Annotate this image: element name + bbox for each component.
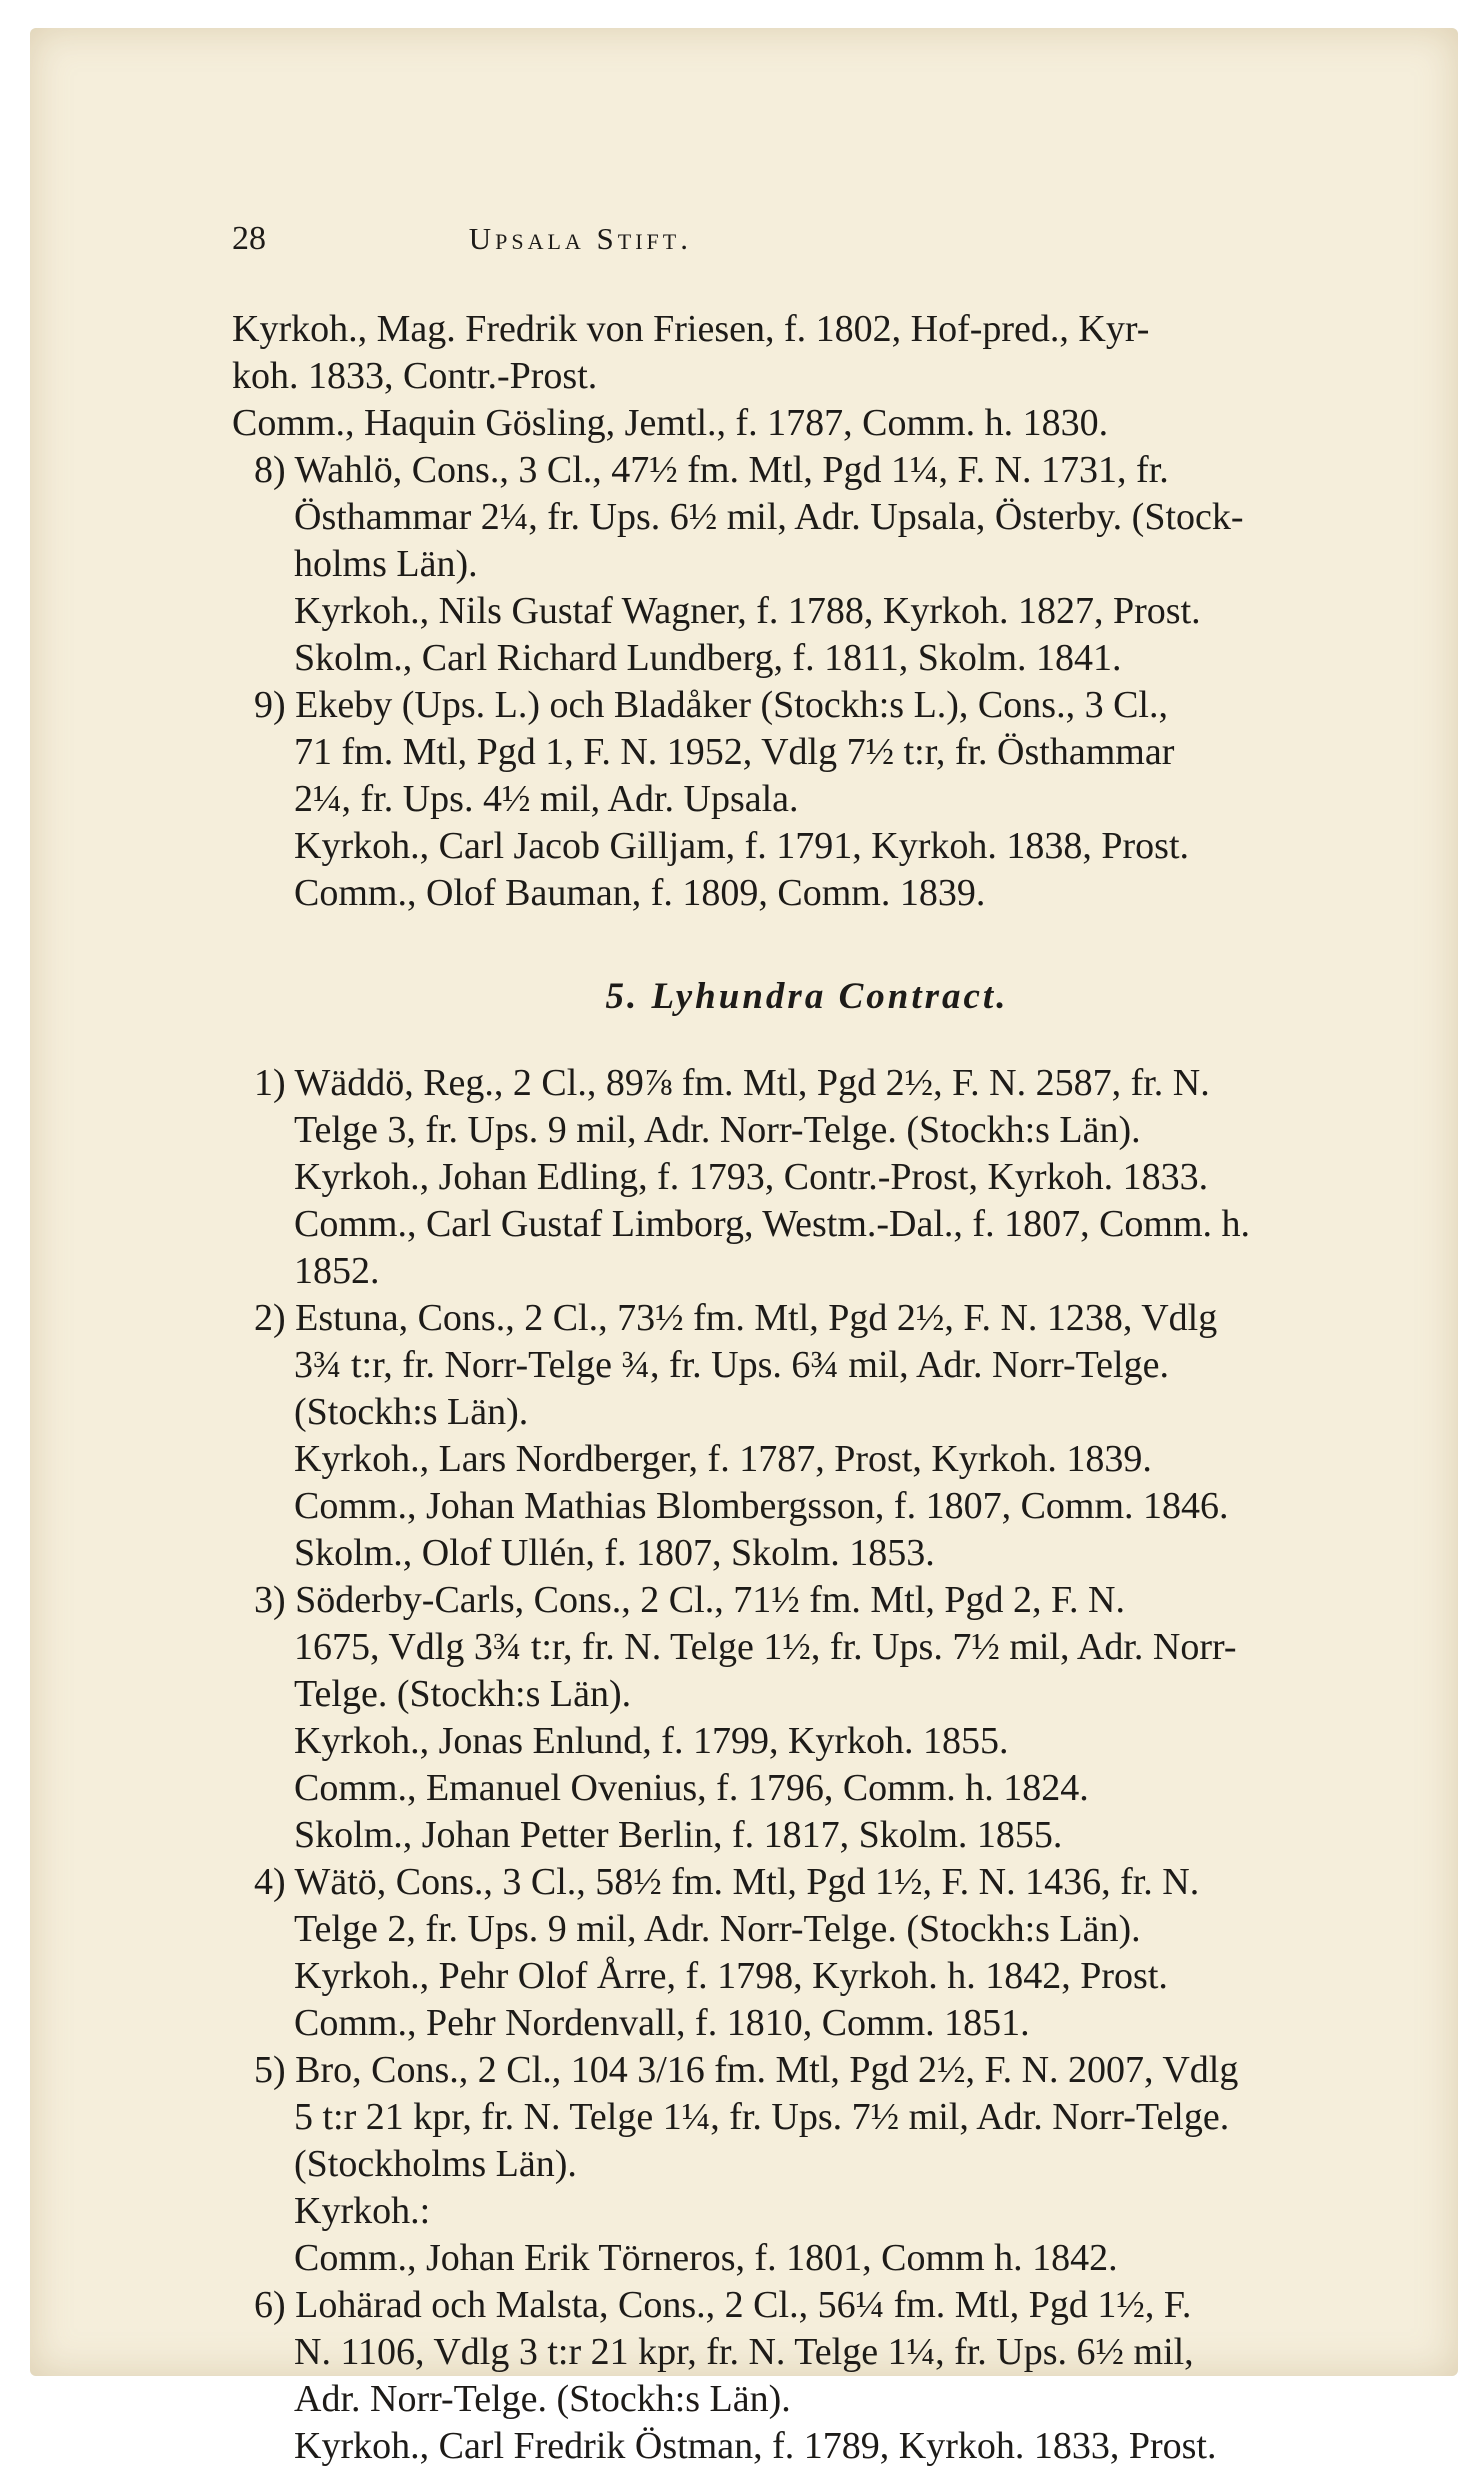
text-line: Telge. (Stockh:s Län). bbox=[294, 1673, 632, 1715]
text-line: Kyrkoh., Johan Edling, f. 1793, Contr.-Prost, Kyrkoh. 1833. bbox=[294, 1156, 1209, 1198]
text-line: Kyrkoh., Carl Jacob Gilljam, f. 1791, Kyrkoh. 1838, Prost. bbox=[294, 825, 1190, 867]
body-text bbox=[232, 306, 1432, 2470]
text-line: N. 1106, Vdlg 3 t:r 21 kpr, fr. N. Telge 1¼, fr. Ups. 6½ mil, bbox=[294, 2331, 1194, 2373]
entry bbox=[232, 1859, 1432, 2047]
entry bbox=[232, 2282, 1432, 2470]
text-line: 3¾ t:r, fr. Norr-Telge ¾, fr. Ups. 6¾ mil, Adr. Norr-Telge. bbox=[294, 1344, 1169, 1386]
text-line: 5) Bro, Cons., 2 Cl., 104 3/16 fm. Mtl, Pgd 2½, F. N. 2007, Vdlg bbox=[254, 2049, 1239, 2091]
text-line: Östhammar 2¼, fr. Ups. 6½ mil, Adr. Upsala, Österby. (Stock- bbox=[294, 496, 1244, 538]
page-number: 28 bbox=[232, 220, 266, 257]
text-line: 9) Ekeby (Ups. L.) och Bladåker (Stockh:s L.), Cons., 3 Cl., bbox=[254, 684, 1168, 726]
text-line: (Stockholms Län). bbox=[294, 2143, 577, 2185]
text-line: Comm., Johan Mathias Blombergsson, f. 1807, Comm. 1846. bbox=[294, 1485, 1229, 1527]
text-line: Telge 2, fr. Ups. 9 mil, Adr. Norr-Telge. (Stockh:s Län). bbox=[294, 1908, 1141, 1950]
text-line: Kyrkoh., Nils Gustaf Wagner, f. 1788, Kyrkoh. 1827, Prost. bbox=[294, 590, 1201, 632]
entry bbox=[232, 682, 1432, 917]
text-line: Kyrkoh., Mag. Fredrik von Friesen, f. 1802, Hof-pred., Kyr- bbox=[232, 308, 1150, 350]
text-line: Comm., Carl Gustaf Limborg, Westm.-Dal., f. 1807, Comm. h. bbox=[294, 1203, 1251, 1245]
text-line: Skolm., Carl Richard Lundberg, f. 1811, Skolm. 1841. bbox=[294, 637, 1122, 679]
text-line: koh. 1833, Contr.-Prost. bbox=[232, 355, 598, 397]
text-line: (Stockh:s Län). bbox=[294, 1391, 529, 1433]
text-line: Comm., Olof Bauman, f. 1809, Comm. 1839. bbox=[294, 872, 986, 914]
text-line: 4) Wätö, Cons., 3 Cl., 58½ fm. Mtl, Pgd 1½, F. N. 1436, fr. N. bbox=[254, 1861, 1200, 1903]
text-line: Kyrkoh., Lars Nordberger, f. 1787, Prost, Kyrkoh. 1839. bbox=[294, 1438, 1152, 1480]
text-line: Comm., Emanuel Ovenius, f. 1796, Comm. h. 1824. bbox=[294, 1767, 1089, 1809]
text-line: Kyrkoh., Carl Fredrik Östman, f. 1789, Kyrkoh. 1833, Prost. bbox=[294, 2425, 1217, 2467]
text-line: 3) Söderby-Carls, Cons., 2 Cl., 71½ fm. Mtl, Pgd 2, F. N. bbox=[254, 1579, 1125, 1621]
entry bbox=[232, 2047, 1432, 2282]
text-line: Kyrkoh., Jonas Enlund, f. 1799, Kyrkoh. 1855. bbox=[294, 1720, 1009, 1762]
text-line: 5 t:r 21 kpr, fr. N. Telge 1¼, fr. Ups. 7½ mil, Adr. Norr-Telge. bbox=[294, 2096, 1230, 2138]
text-line: Telge 3, fr. Ups. 9 mil, Adr. Norr-Telge. (Stockh:s Län). bbox=[294, 1109, 1141, 1151]
entry bbox=[232, 447, 1432, 682]
section-heading: 5. Lyhundra Contract. bbox=[605, 976, 1009, 1017]
text-line: 71 fm. Mtl, Pgd 1, F. N. 1952, Vdlg 7½ t:r, fr. Östhammar bbox=[294, 731, 1175, 773]
page-text bbox=[232, 215, 1432, 2470]
text-line: Skolm., Johan Petter Berlin, f. 1817, Skolm. 1855. bbox=[294, 1814, 1063, 1856]
entry bbox=[232, 1577, 1432, 1859]
text-line: Kyrkoh.: bbox=[294, 2190, 431, 2232]
text-line: 1852. bbox=[294, 1250, 380, 1292]
text-line: Comm., Haquin Gösling, Jemtl., f. 1787, Comm. h. 1830. bbox=[232, 402, 1109, 444]
text-line: 1) Wäddö, Reg., 2 Cl., 89⅞ fm. Mtl, Pgd 2½, F. N. 2587, fr. N. bbox=[254, 1062, 1210, 1104]
text-line: 6) Lohärad och Malsta, Cons., 2 Cl., 56¼ fm. Mtl, Pgd 1½, F. bbox=[254, 2284, 1192, 2326]
entry bbox=[232, 1295, 1432, 1577]
page-header bbox=[232, 215, 692, 267]
text-line: Kyrkoh., Pehr Olof Årre, f. 1798, Kyrkoh. h. 1842, Prost. bbox=[294, 1955, 1168, 1997]
entry bbox=[232, 306, 1432, 447]
running-title: Upsala Stift. bbox=[468, 221, 692, 256]
text-line: Adr. Norr-Telge. (Stockh:s Län). bbox=[294, 2378, 791, 2420]
entry bbox=[232, 1060, 1432, 1295]
text-line: holms Län). bbox=[294, 543, 478, 585]
text-line: Comm., Johan Erik Törneros, f. 1801, Comm h. 1842. bbox=[294, 2237, 1118, 2279]
text-line: 2) Estuna, Cons., 2 Cl., 73½ fm. Mtl, Pgd 2½, F. N. 1238, Vdlg bbox=[254, 1297, 1218, 1339]
text-line: 2¼, fr. Ups. 4½ mil, Adr. Upsala. bbox=[294, 778, 799, 820]
text-line: 1675, Vdlg 3¾ t:r, fr. N. Telge 1½, fr. Ups. 7½ mil, Adr. Norr- bbox=[294, 1626, 1237, 1668]
text-line: 8) Wahlö, Cons., 3 Cl., 47½ fm. Mtl, Pgd 1¼, F. N. 1731, fr. bbox=[254, 449, 1169, 491]
text-line: Skolm., Olof Ullén, f. 1807, Skolm. 1853. bbox=[294, 1532, 935, 1574]
text-line: Comm., Pehr Nordenvall, f. 1810, Comm. 1851. bbox=[294, 2002, 1030, 2044]
